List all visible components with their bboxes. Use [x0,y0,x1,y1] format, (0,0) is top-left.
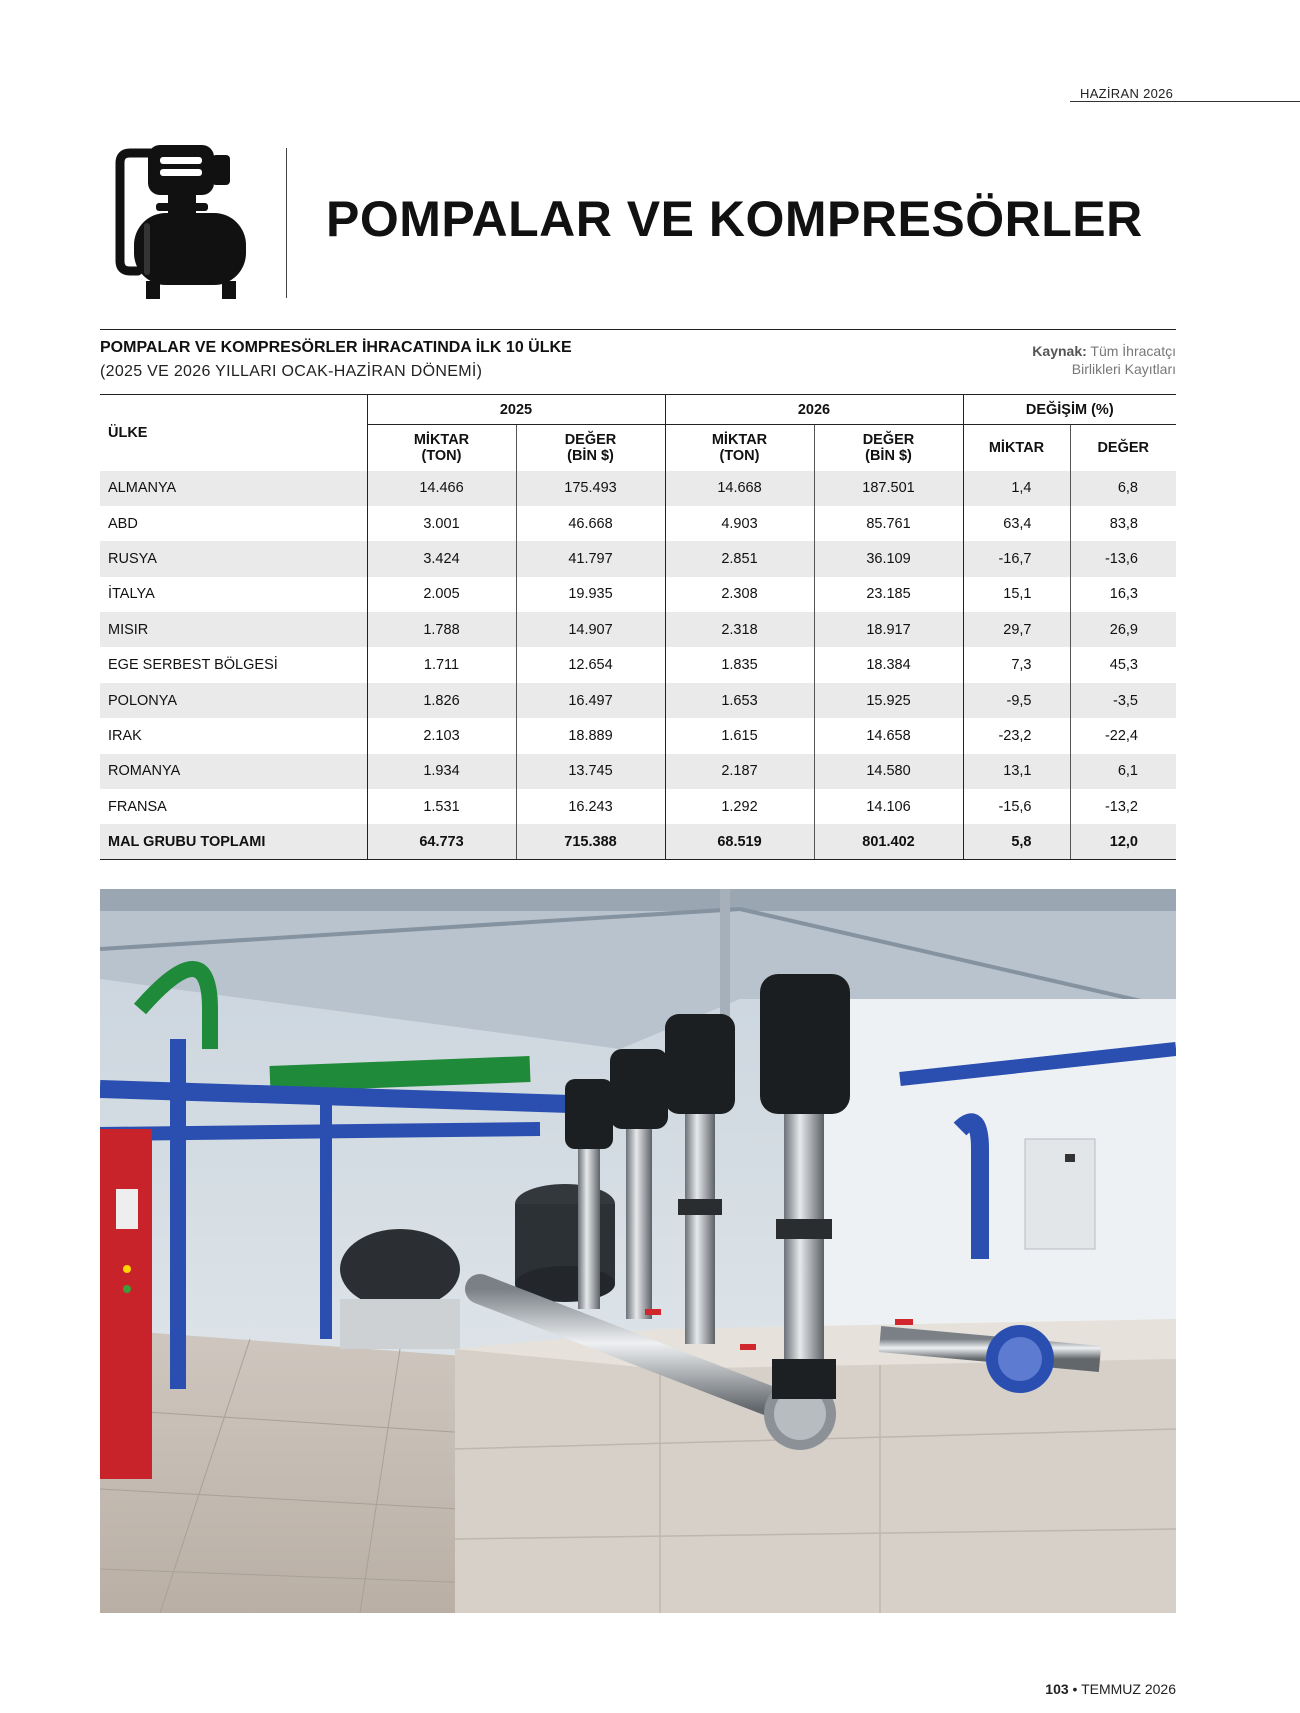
cell-m2026: 1.835 [665,647,814,682]
cell-m2025: 3.001 [367,506,516,541]
cell-m2025: 1.788 [367,612,516,647]
cell-mchg: 15,1 [963,577,1070,612]
footer-separator: • [1072,1681,1078,1697]
cell-country: ROMANYA [100,754,367,789]
source-label: Kaynak: [1032,343,1087,359]
table-row [100,471,1176,506]
header-date: HAZİRAN 2026 [1080,86,1174,101]
table-total-row [100,824,1176,859]
cell-d2025: 175.493 [516,471,665,506]
table-row [100,718,1176,753]
cell-m2026: 68.519 [665,824,814,859]
header-2026: 2026 [665,395,963,425]
cell-m2025: 1.934 [367,754,516,789]
title-separator [286,148,287,298]
cell-mchg: 13,1 [963,754,1070,789]
cell-dchg: -13,6 [1070,541,1176,576]
cell-d2025: 19.935 [516,577,665,612]
cell-m2026: 2.318 [665,612,814,647]
header-2026-deger: DEĞER (BİN $) [814,425,963,471]
cell-country: FRANSA [100,789,367,824]
cell-mchg: 5,8 [963,824,1070,859]
source-line-2: Birlikleri Kayıtları [1071,361,1176,377]
cell-d2025: 14.907 [516,612,665,647]
table-top-rule [100,329,1176,330]
header-change: DEĞİŞİM (%) [963,395,1176,425]
table-row [100,506,1176,541]
issue-label: TEMMUZ 2026 [1081,1681,1176,1697]
table-row [100,754,1176,789]
cell-dchg: 45,3 [1070,647,1176,682]
cell-d2025: 715.388 [516,824,665,859]
export-table [100,394,1176,860]
cell-dchg: 6,8 [1070,471,1176,506]
cell-m2025: 1.826 [367,683,516,718]
cell-m2025: 14.466 [367,471,516,506]
cell-dchg: 12,0 [1070,824,1176,859]
water-pump-icon [100,143,250,303]
cell-country: İTALYA [100,577,367,612]
cell-d2026: 15.925 [814,683,963,718]
cell-dchg: 26,9 [1070,612,1176,647]
cell-dchg: 6,1 [1070,754,1176,789]
cell-m2026: 14.668 [665,471,814,506]
cell-mchg: -15,6 [963,789,1070,824]
cell-d2026: 14.580 [814,754,963,789]
cell-country: ABD [100,506,367,541]
header-change-miktar: MİKTAR [963,425,1070,471]
cell-d2026: 18.384 [814,647,963,682]
cell-m2026: 1.615 [665,718,814,753]
header-country: ÜLKE [100,395,367,471]
header-change-deger: DEĞER [1070,425,1176,471]
cell-country: RUSYA [100,541,367,576]
cell-d2026: 14.658 [814,718,963,753]
cell-m2025: 1.711 [367,647,516,682]
cell-m2026: 2.851 [665,541,814,576]
cell-mchg: 1,4 [963,471,1070,506]
page-footer [1040,1681,1176,1697]
cell-country: POLONYA [100,683,367,718]
header-rule [1070,101,1300,102]
header-2025: 2025 [367,395,665,425]
cell-m2026: 2.308 [665,577,814,612]
cell-d2026: 85.761 [814,506,963,541]
source-line-1: Tüm İhracatçı [1090,343,1176,359]
cell-country: ALMANYA [100,471,367,506]
cell-mchg: -9,5 [963,683,1070,718]
cell-d2026: 14.106 [814,789,963,824]
cell-dchg: 83,8 [1070,506,1176,541]
cell-d2026: 18.917 [814,612,963,647]
page-number: 103 [1045,1681,1069,1697]
cell-mchg: 63,4 [963,506,1070,541]
cell-mchg: 7,3 [963,647,1070,682]
cell-mchg: -23,2 [963,718,1070,753]
cell-d2026: 801.402 [814,824,963,859]
table-row [100,789,1176,824]
page-title: POMPALAR VE KOMPRESÖRLER [326,191,1143,247]
cell-m2026: 2.187 [665,754,814,789]
cell-d2025: 12.654 [516,647,665,682]
cell-mchg: -16,7 [963,541,1070,576]
table-source [960,342,1176,378]
cell-d2025: 16.497 [516,683,665,718]
table-row [100,683,1176,718]
cell-d2026: 23.185 [814,577,963,612]
cell-d2025: 16.243 [516,789,665,824]
cell-m2025: 2.103 [367,718,516,753]
cell-m2026: 1.292 [665,789,814,824]
cell-country: IRAK [100,718,367,753]
header-2025-miktar: MİKTAR (TON) [367,425,516,471]
cell-country: MAL GRUBU TOPLAMI [100,824,367,859]
table-subtitle: (2025 VE 2026 YILLARI OCAK-HAZİRAN DÖNEMİ) [100,363,483,380]
cell-country: EGE SERBEST BÖLGESİ [100,647,367,682]
cell-d2025: 13.745 [516,754,665,789]
table-row [100,647,1176,682]
cell-d2026: 187.501 [814,471,963,506]
cell-m2026: 4.903 [665,506,814,541]
table-row [100,541,1176,576]
cell-dchg: -3,5 [1070,683,1176,718]
cell-d2025: 41.797 [516,541,665,576]
cell-m2025: 1.531 [367,789,516,824]
cell-country: MISIR [100,612,367,647]
cell-dchg: -22,4 [1070,718,1176,753]
cell-m2025: 2.005 [367,577,516,612]
table-row [100,577,1176,612]
header-2025-deger: DEĞER (BİN $) [516,425,665,471]
table-row [100,612,1176,647]
header-2026-miktar: MİKTAR (TON) [665,425,814,471]
cell-d2025: 18.889 [516,718,665,753]
cell-m2025: 64.773 [367,824,516,859]
cell-dchg: -13,2 [1070,789,1176,824]
cell-m2025: 3.424 [367,541,516,576]
cell-d2026: 36.109 [814,541,963,576]
cell-m2026: 1.653 [665,683,814,718]
cell-mchg: 29,7 [963,612,1070,647]
pump-room-photo [100,889,1176,1613]
cell-d2025: 46.668 [516,506,665,541]
cell-dchg: 16,3 [1070,577,1176,612]
table-title: POMPALAR VE KOMPRESÖRLER İHRACATINDA İLK 10 ÜLKE [100,339,572,356]
